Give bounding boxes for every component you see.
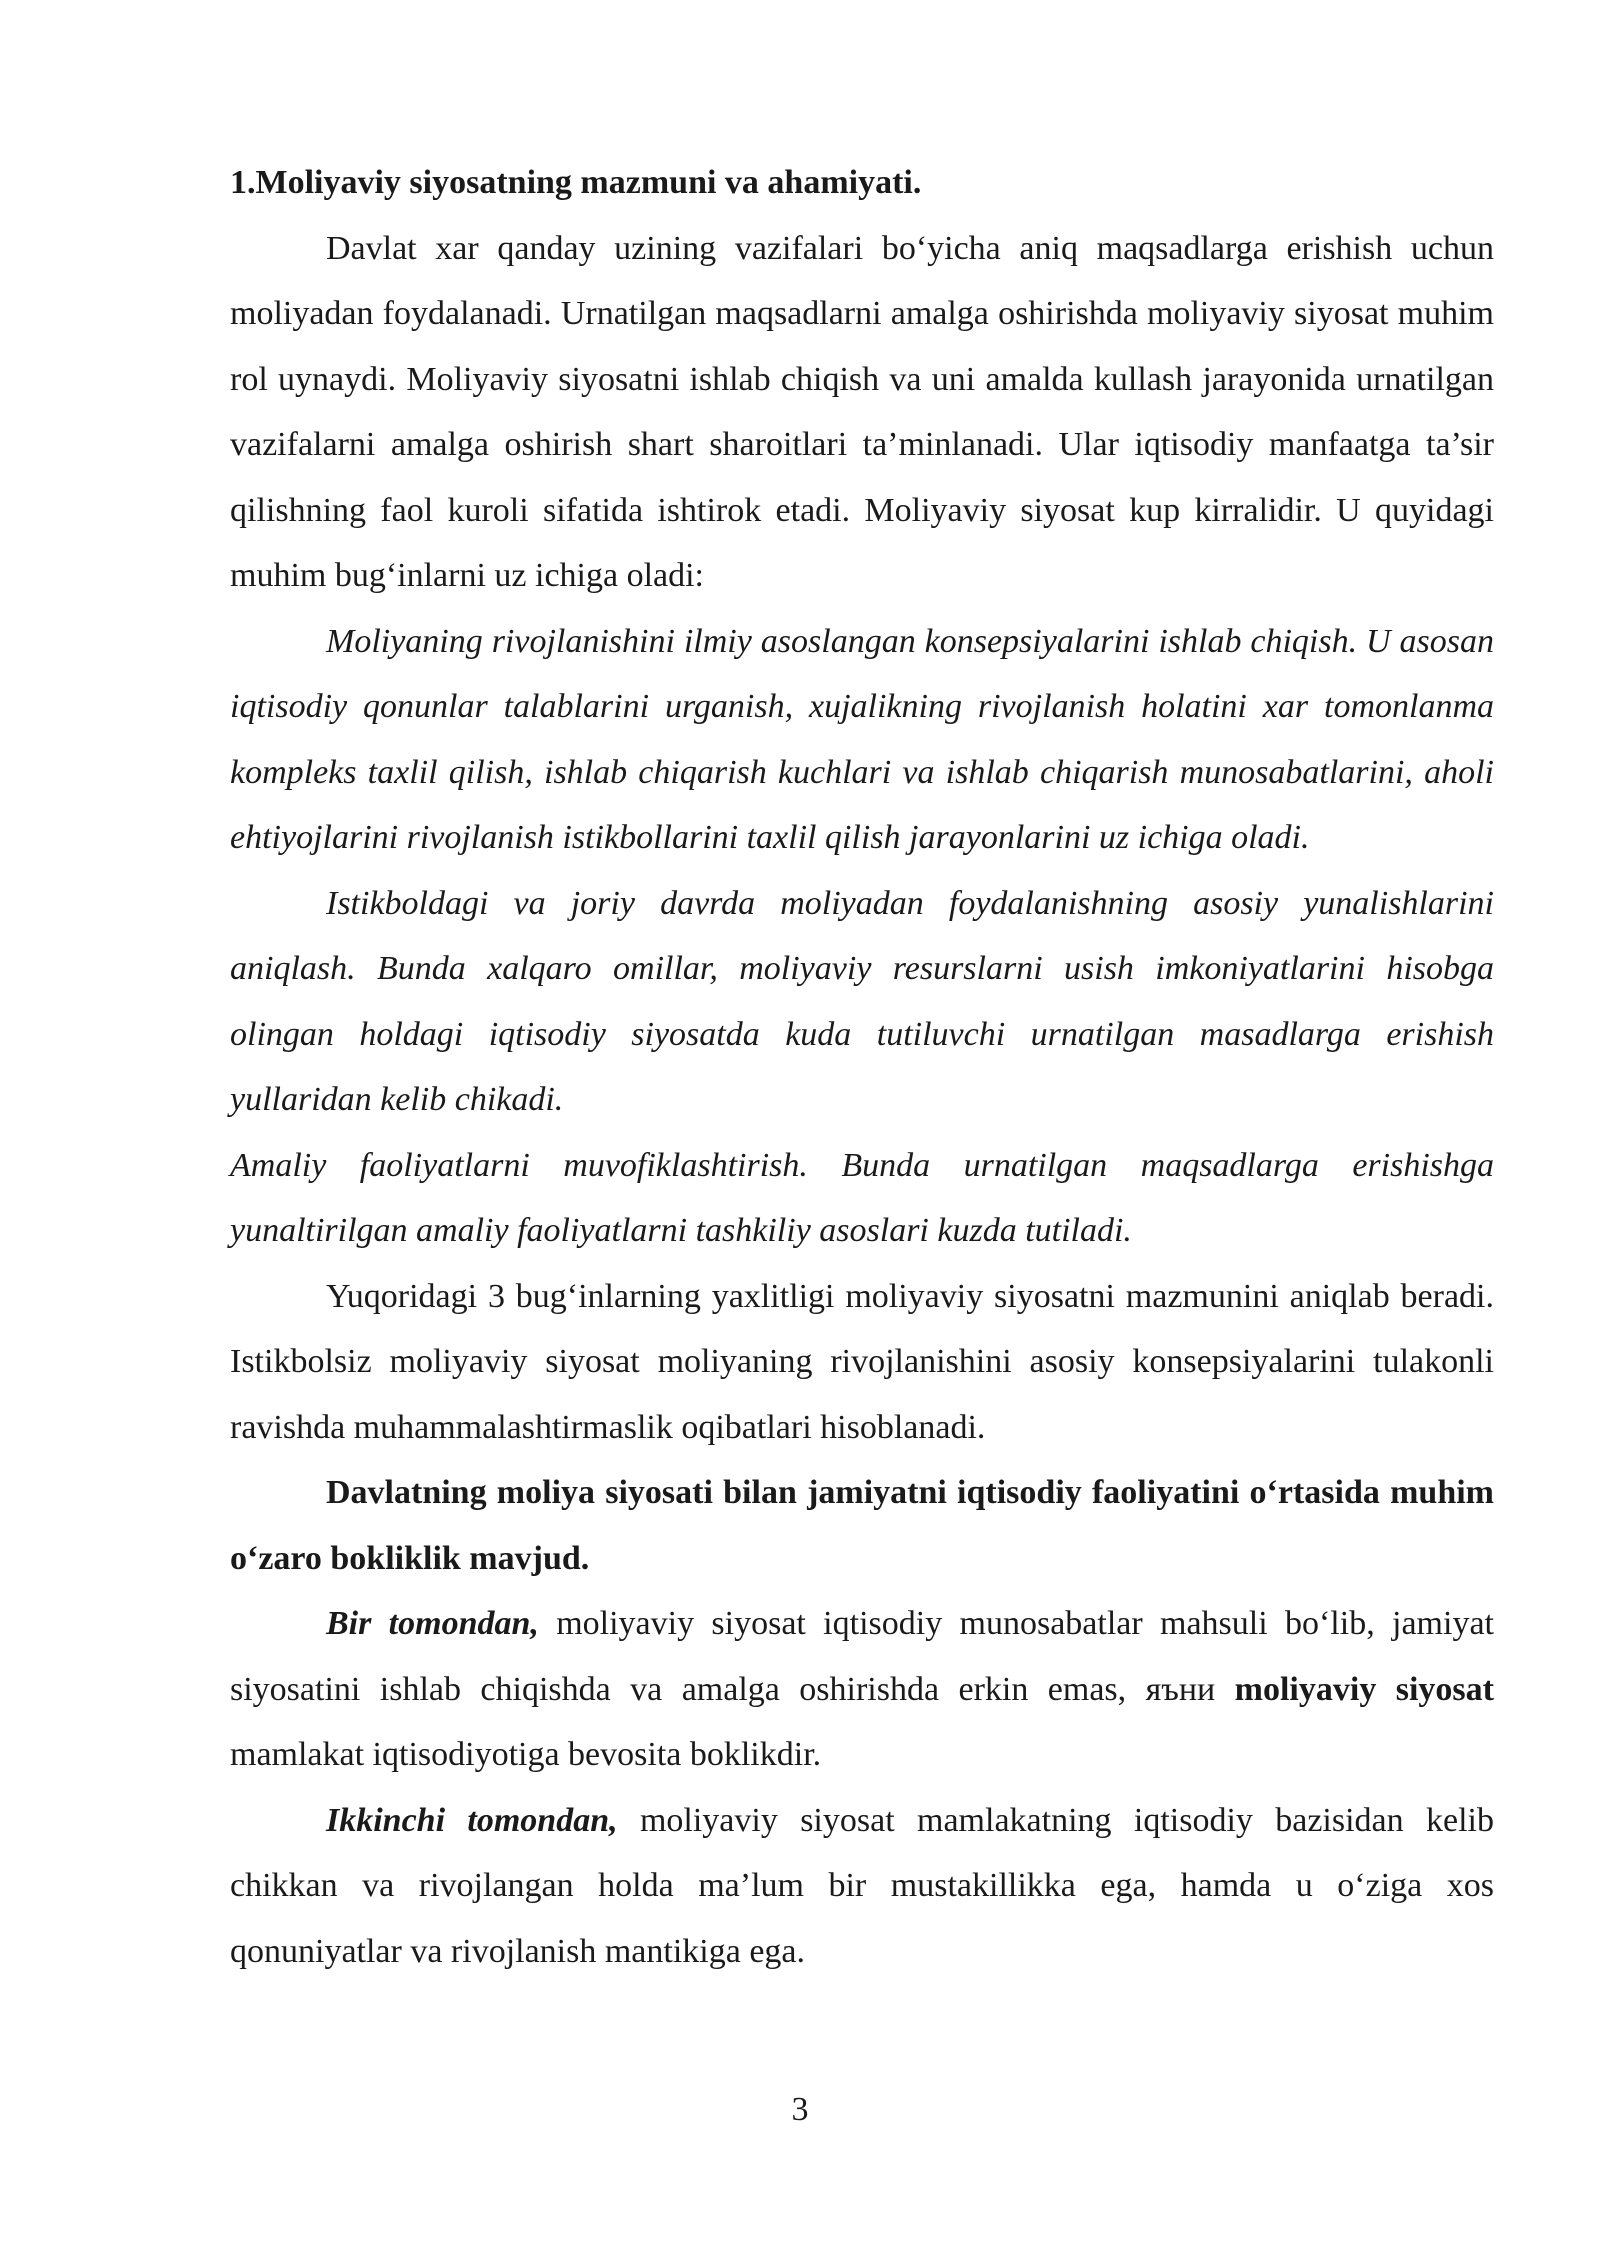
second-side-lead: Ikkinchi tomondan, bbox=[326, 1801, 618, 1839]
first-side-text-a: moliyaviy siyosat iqtisodiy munosabatlar mahsuli bo‘lib, jamiyat siyosatini ishlab chiqishda va amalga oshirishda erkin emas, яъни bbox=[230, 1605, 1494, 1708]
first-side-lead: Bir tomondan, bbox=[326, 1605, 539, 1642]
first-side-text-b: mamlakat iqtisodiyotiga bevosita boklikdir. bbox=[230, 1736, 822, 1773]
second-side-text: moliyaviy siyosat mamlakatning iqtisodiy bazisidan kelib chikkan va rivojlangan holda ma’lum bir mustakillikka ega, hamda u o‘ziga xos qonuniyatlar va rivojlanish mantikiga ega. bbox=[230, 1801, 1494, 1970]
page-number: 3 bbox=[791, 2091, 809, 2128]
paragraph-intro: Davlat xar qanday uzining vazifalari bo‘yicha aniq maqsadlarga erishish uchun moliyadan foydalanadi. Urnatilgan maqsadlarni amalga oshirishda moliyaviy siyosat muhim rol uynaydi. Moliyaviy siyosatni ishlab chiqish va uni amalda kullash jarayonida urnatilgan vazifalarni amalga oshirish shart sharoitlari ta’minlanadi. Ular iqtisodiy manfaatga ta’sir qilishning faol kuroli sifatida ishtirok etadi. Moliyaviy siyosat kup kirralidir. U quyidagi muhim bug‘inlarni uz ichiga oladi: bbox=[230, 229, 1494, 594]
paragraph-concepts: Moliyaning rivojlanishini ilmiy asoslangan konsepsiyalarini ishlab chiqish. U asosan iqtisodiy qonunlar talablarini urganish, xujalikning rivojlanish holatini xar tomonlanma kompleks taxlil qilish, ishlab chiqarish kuchlari va ishlab chiqarish munosabatlarini, aholi ehtiyojlarini rivojlanish istikbollarini taxlil qilish jarayonlarini uz ichiga oladi. bbox=[230, 622, 1494, 856]
paragraph-coordination: Amaliy faoliyatlarni muvofiklashtirish. Bunda urnatilgan maqsadlarga erishishga yunaltirilgan amaliy faoliyatlarni tashkiliy asoslari kuzda tutiladi. bbox=[230, 1146, 1494, 1249]
paragraph-summary: Yuqoridagi 3 bug‘inlarning yaxlitligi moliyaviy siyosatni mazmunini aniqlab beradi. Istikbolsiz moliyaviy siyosat moliyaning rivojlanishini asosiy konsepsiyalarini tulakonli ravishda muhammalashtirmaslik oqibatlari hisoblanadi. bbox=[230, 1277, 1494, 1446]
paragraph-second-side bbox=[230, 1788, 1494, 1985]
section-heading: 1.Moliyaviy siyosatning mazmuni va ahamiyati. bbox=[230, 164, 922, 201]
first-side-bold-term: moliyaviy siyosat bbox=[1234, 1670, 1494, 1708]
paragraph-interdependence: Davlatning moliya siyosati bilan jamiyatni iqtisodiy faoliyatini o‘rtasida muhim o‘zaro bokliklik mavjud. bbox=[230, 1474, 1494, 1577]
document-page bbox=[230, 150, 1494, 1984]
paragraph-directions: Istikboldagi va joriy davrda moliyadan foydalanishning asosiy yunalishlarini aniqlash. Bunda xalqaro omillar, moliyaviy resurslarni usish imkoniyatlarini hisobga olingan holdagi iqtisodiy siyosatda kuda tutiluvchi urnatilgan masadlarga erishish yullaridan kelib chikadi. bbox=[230, 884, 1494, 1118]
paragraph-first-side bbox=[230, 1591, 1494, 1788]
